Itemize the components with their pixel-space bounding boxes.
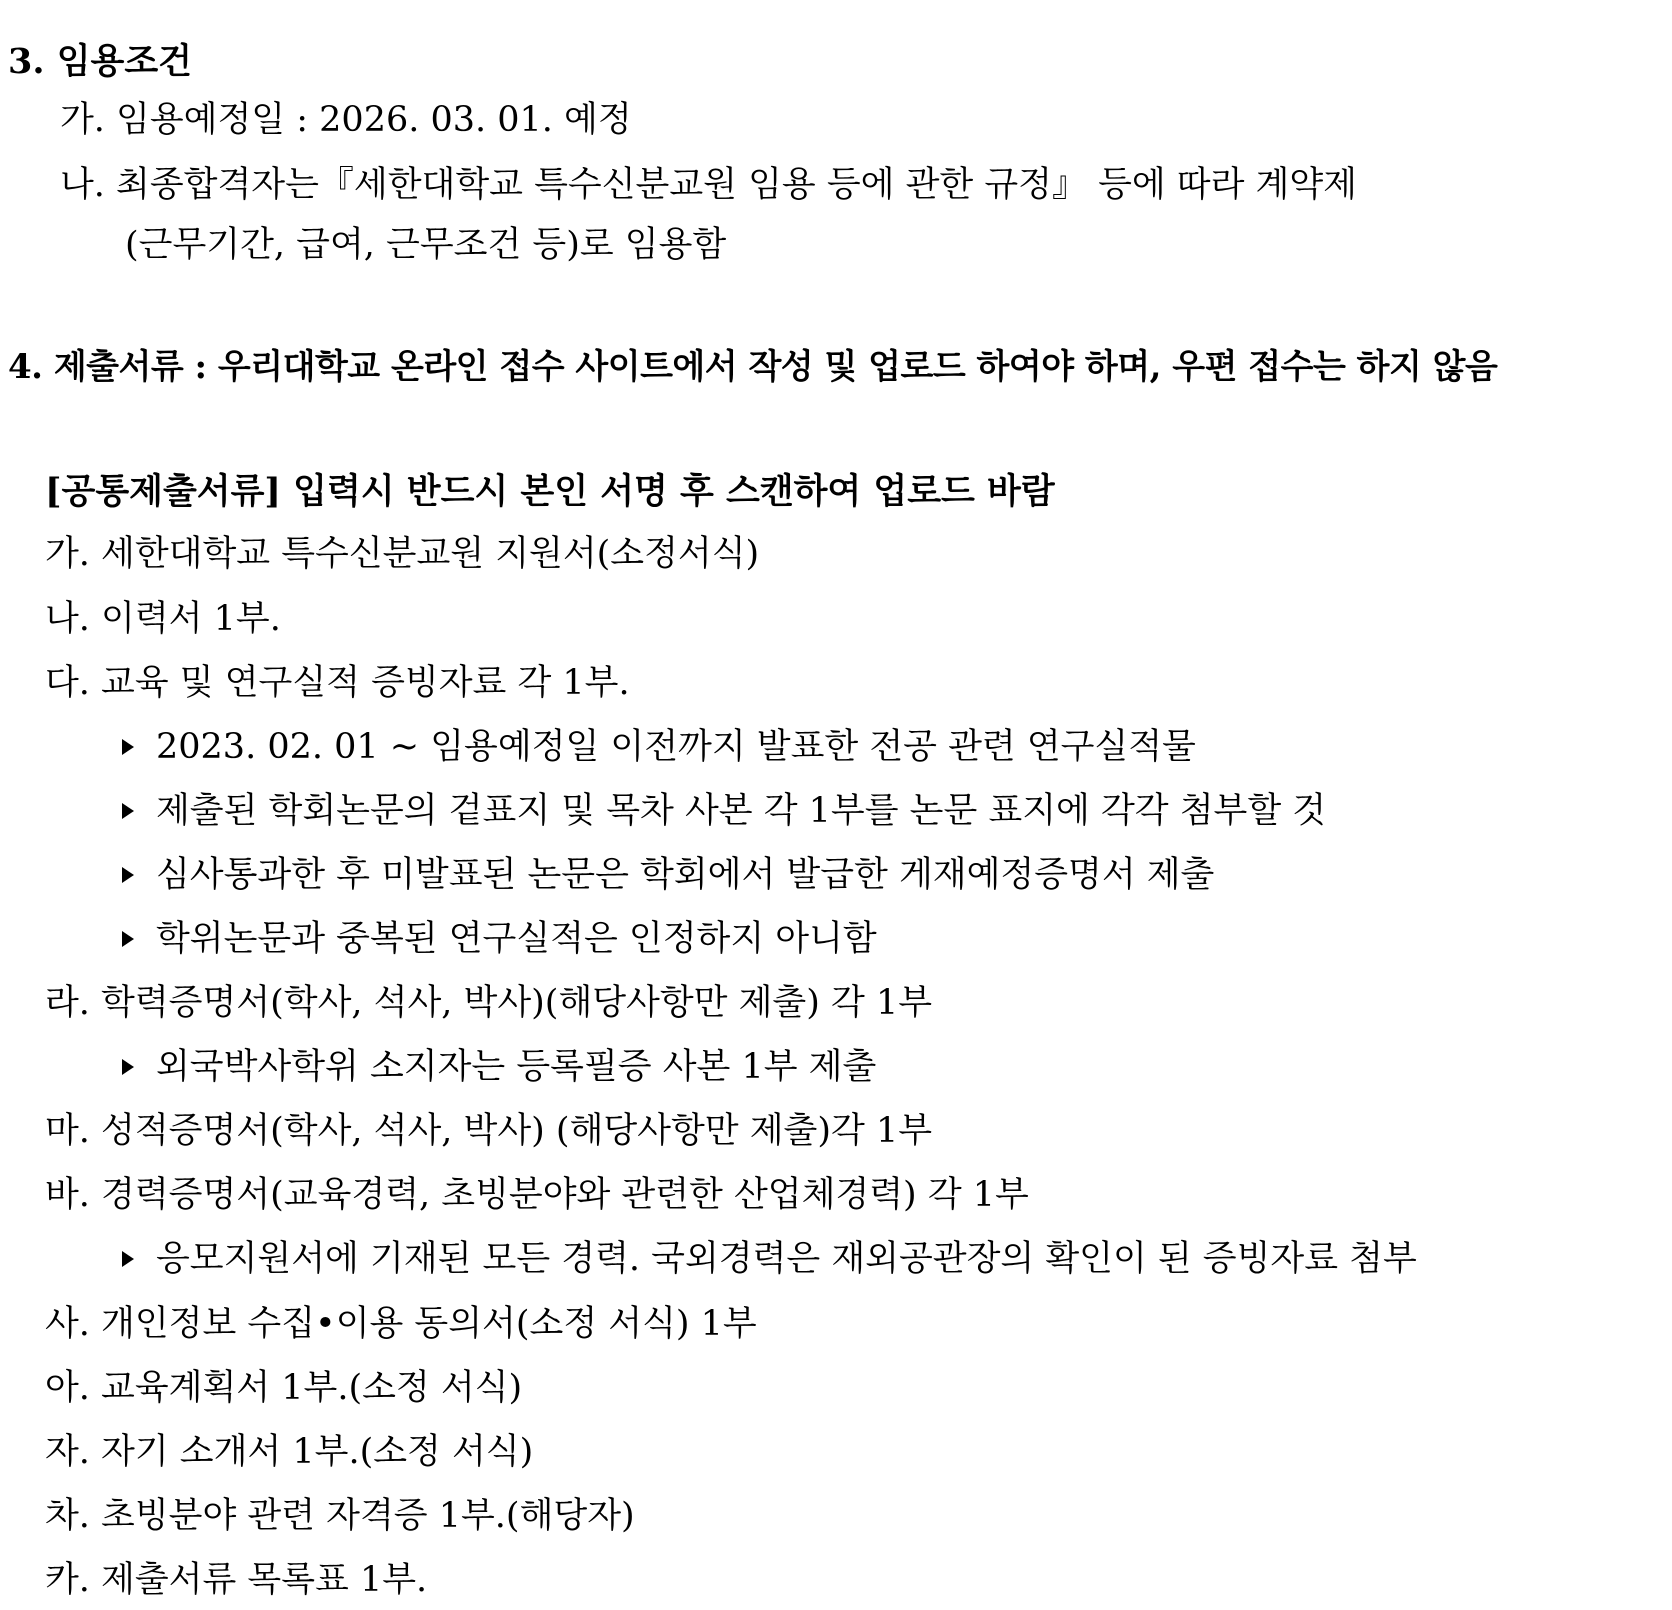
- da-bullet-1: [122, 725, 1196, 769]
- document-item-na: 나. 이력서 1부.: [45, 599, 281, 639]
- document-item-a: 아. 교육계획서 1부.(소정 서식): [45, 1368, 523, 1408]
- triangle-bullet-icon: [122, 931, 134, 947]
- section-4-heading: 4. 제출서류 : 우리대학교 온라인 접수 사이트에서 작성 및 업로드 하여야 하며, 우편 접수는 하지 않음: [8, 347, 1498, 387]
- section-3-heading: 3. 임용조건: [8, 41, 192, 82]
- document-item-ma: 마. 성적증명서(학사, 석사, 박사) (해당사항만 제출)각 1부: [45, 1111, 933, 1151]
- document-item-ra: 라. 학력증명서(학사, 석사, 박사)(해당사항만 제출) 각 1부: [45, 983, 933, 1023]
- ba-bullet-text: 응모지원서에 기재된 모든 경력. 국외경력은 재외공관장의 확인이 된 증빙자료 첨부: [156, 1239, 1417, 1279]
- document-item-da: 다. 교육 및 연구실적 증빙자료 각 1부.: [45, 663, 630, 703]
- da-bullet-4: [122, 917, 877, 961]
- da-bullet-2: [122, 789, 1326, 833]
- document-item-sa: 사. 개인정보 수집•이용 동의서(소정 서식) 1부: [45, 1304, 757, 1344]
- ra-bullet: [122, 1045, 876, 1089]
- triangle-bullet-icon: [122, 803, 134, 819]
- section-3-item-a: 가. 임용예정일 : 2026. 03. 01. 예정: [60, 100, 632, 140]
- document-item-cha: 차. 초빙분야 관련 자격증 1부.(해당자): [45, 1496, 635, 1536]
- common-documents-title: [공통제출서류] 입력시 반드시 본인 서명 후 스캔하여 업로드 바람: [45, 471, 1055, 512]
- triangle-bullet-icon: [122, 1251, 134, 1267]
- da-bullet-4-text: 학위논문과 중복된 연구실적은 인정하지 아니함: [156, 919, 877, 959]
- section-3-item-b-line1: 나. 최종합격자는『세한대학교 특수신분교원 임용 등에 관한 규정』 등에 따라 계약제: [60, 165, 1357, 205]
- ra-bullet-text: 외국박사학위 소지자는 등록필증 사본 1부 제출: [156, 1047, 877, 1087]
- document-item-ba: 바. 경력증명서(교육경력, 초빙분야와 관련한 산업체경력) 각 1부: [45, 1175, 1029, 1215]
- da-bullet-3: [122, 853, 1214, 897]
- da-bullet-2-text: 제출된 학회논문의 겉표지 및 목차 사본 각 1부를 논문 표지에 각각 첨부할 것: [156, 791, 1327, 831]
- document-item-ga: 가. 세한대학교 특수신분교원 지원서(소정서식): [45, 534, 760, 574]
- triangle-bullet-icon: [122, 1059, 134, 1075]
- triangle-bullet-icon: [122, 867, 134, 883]
- document-item-ja: 자. 자기 소개서 1부.(소정 서식): [45, 1432, 534, 1472]
- triangle-bullet-icon: [122, 739, 134, 755]
- da-bullet-1-text: 2023. 02. 01 ~ 임용예정일 이전까지 발표한 전공 관련 연구실적물: [156, 727, 1196, 767]
- da-bullet-3-text: 심사통과한 후 미발표된 논문은 학회에서 발급한 게재예정증명서 제출: [156, 855, 1215, 895]
- ba-bullet: [122, 1237, 1417, 1281]
- document-item-ka: 카. 제출서류 목록표 1부.: [45, 1560, 428, 1600]
- section-3-item-b-line2: (근무기간, 급여, 근무조건 등)로 임용함: [125, 225, 727, 265]
